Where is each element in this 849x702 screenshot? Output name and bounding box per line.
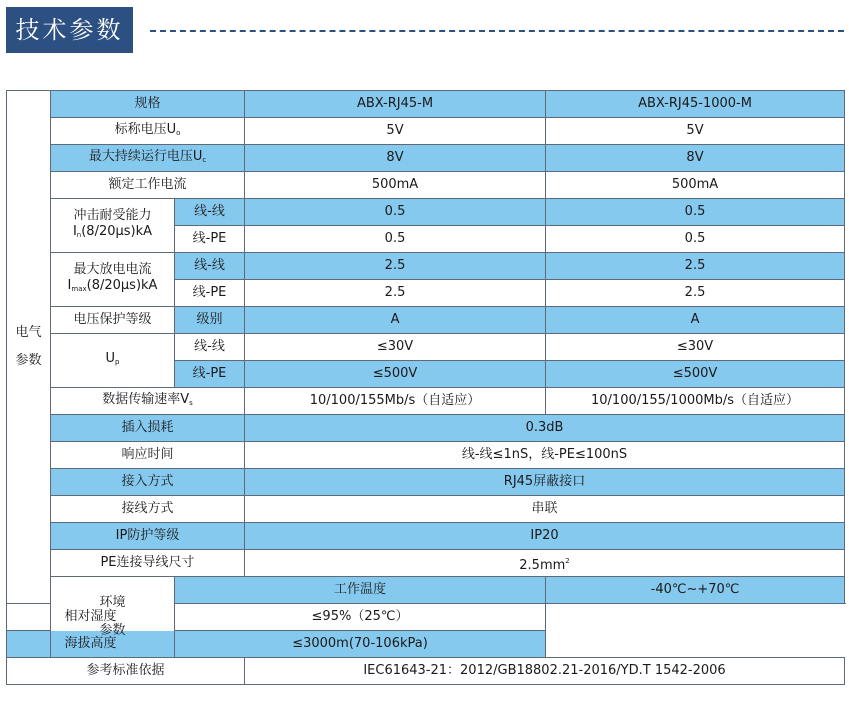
table-row bbox=[7, 307, 845, 334]
table-row bbox=[7, 496, 845, 523]
table-row bbox=[7, 577, 845, 604]
pe-wire-value: $2.5mm^2$ bbox=[245, 550, 845, 577]
table-row bbox=[7, 145, 845, 172]
impulse-lpe-label: 线-PE bbox=[175, 226, 245, 253]
header-model-m: ABX-RJ45-M bbox=[245, 91, 546, 118]
discharge-lpe-m: 2.5 bbox=[245, 280, 546, 307]
discharge-ll-k: 2.5 bbox=[546, 253, 845, 280]
wiring-label: 接线方式 bbox=[51, 496, 245, 523]
table-row bbox=[7, 523, 845, 550]
rated-current-k: 500mA bbox=[546, 172, 845, 199]
humidity-label: 相对湿度 bbox=[7, 604, 175, 631]
wiring-value: 串联 bbox=[245, 496, 845, 523]
title-divider bbox=[150, 30, 844, 32]
response-time-value: 线-线≤1nS，线-PE≤100nS bbox=[245, 442, 845, 469]
group-electric: 电气 参数 bbox=[7, 91, 51, 604]
pe-wire-label: PE连接导线尺寸 bbox=[51, 550, 245, 577]
up-lpe-label: 线-PE bbox=[175, 361, 245, 388]
table-row bbox=[7, 388, 845, 415]
table-row bbox=[7, 550, 845, 577]
up-label: $U_p$ bbox=[51, 334, 175, 388]
table-row bbox=[7, 658, 845, 685]
max-voltage-label: 最大持续运行电压$U_c$ bbox=[51, 145, 245, 172]
response-time-label: 响应时间 bbox=[51, 442, 245, 469]
standard-value: IEC61643-21：2012/GB18802.21-2016/YD.T 1542-2006 bbox=[245, 658, 845, 685]
header-spec: 规格 bbox=[51, 91, 245, 118]
impulse-lpe-k: 0.5 bbox=[546, 226, 845, 253]
section-title: 技术参数 bbox=[6, 7, 133, 53]
data-rate-k: 10/100/155/1000Mb/s（自适应） bbox=[546, 388, 845, 415]
table-row bbox=[7, 469, 845, 496]
data-rate-label: 数据传输速率$V_s$ bbox=[51, 388, 245, 415]
impulse-ll-label: 线-线 bbox=[175, 199, 245, 226]
table-row bbox=[7, 604, 845, 631]
altitude-label: 海拔高度 bbox=[7, 631, 175, 658]
ip-rating-value: IP20 bbox=[245, 523, 845, 550]
rated-current-label: 额定工作电流 bbox=[51, 172, 245, 199]
rated-voltage-k: 5V bbox=[546, 118, 845, 145]
up-lpe-m: ≤500V bbox=[245, 361, 546, 388]
access-mode-label: 接入方式 bbox=[51, 469, 245, 496]
discharge-ll-m: 2.5 bbox=[245, 253, 546, 280]
impulse-ll-m: 0.5 bbox=[245, 199, 546, 226]
temperature-label: 工作温度 bbox=[175, 577, 546, 604]
temperature-value: -40℃~+70℃ bbox=[546, 577, 845, 604]
rated-current-m: 500mA bbox=[245, 172, 546, 199]
data-rate-m: 10/100/155Mb/s（自适应） bbox=[245, 388, 546, 415]
insertion-loss-label: 插入损耗 bbox=[51, 415, 245, 442]
table-row bbox=[7, 199, 845, 226]
table-row bbox=[7, 334, 845, 361]
table-row bbox=[7, 118, 845, 145]
impulse-ll-k: 0.5 bbox=[546, 199, 845, 226]
up-ll-m: ≤30V bbox=[245, 334, 546, 361]
table-row bbox=[7, 442, 845, 469]
up-lpe-k: ≤500V bbox=[546, 361, 845, 388]
protection-level-sublabel: 级别 bbox=[175, 307, 245, 334]
group-env: 环境 参数 bbox=[51, 577, 175, 658]
discharge-lpe-label: 线-PE bbox=[175, 280, 245, 307]
access-mode-value: RJ45屏蔽接口 bbox=[245, 469, 845, 496]
ip-rating-label: IP防护等级 bbox=[51, 523, 245, 550]
table-row bbox=[7, 172, 845, 199]
header-model-1000: ABX-RJ45-1000-M bbox=[546, 91, 845, 118]
table-row bbox=[7, 253, 845, 280]
standard-label: 参考标准依据 bbox=[7, 658, 245, 685]
table-row bbox=[7, 91, 845, 118]
impulse-label: 冲击耐受能力 $I_n(8/20\mu s)kA$ bbox=[51, 199, 175, 253]
up-ll-label: 线-线 bbox=[175, 334, 245, 361]
altitude-value: ≤3000m(70-106kPa) bbox=[175, 631, 546, 658]
discharge-label: 最大放电电流 $I_{max}(8/20\mu s)kA$ bbox=[51, 253, 175, 307]
table-row bbox=[7, 631, 845, 658]
up-ll-k: ≤30V bbox=[546, 334, 845, 361]
discharge-lpe-k: 2.5 bbox=[546, 280, 845, 307]
protection-level-label: 电压保护等级 bbox=[51, 307, 175, 334]
humidity-value: ≤95%（25℃） bbox=[175, 604, 546, 631]
max-voltage-k: 8V bbox=[546, 145, 845, 172]
insertion-loss-value: 0.3dB bbox=[245, 415, 845, 442]
spec-table bbox=[6, 90, 845, 685]
rated-voltage-label: 标称电压$U_o$ bbox=[51, 118, 245, 145]
protection-level-k: A bbox=[546, 307, 845, 334]
max-voltage-m: 8V bbox=[245, 145, 546, 172]
impulse-lpe-m: 0.5 bbox=[245, 226, 546, 253]
table-row bbox=[7, 415, 845, 442]
rated-voltage-m: 5V bbox=[245, 118, 546, 145]
protection-level-m: A bbox=[245, 307, 546, 334]
discharge-ll-label: 线-线 bbox=[175, 253, 245, 280]
